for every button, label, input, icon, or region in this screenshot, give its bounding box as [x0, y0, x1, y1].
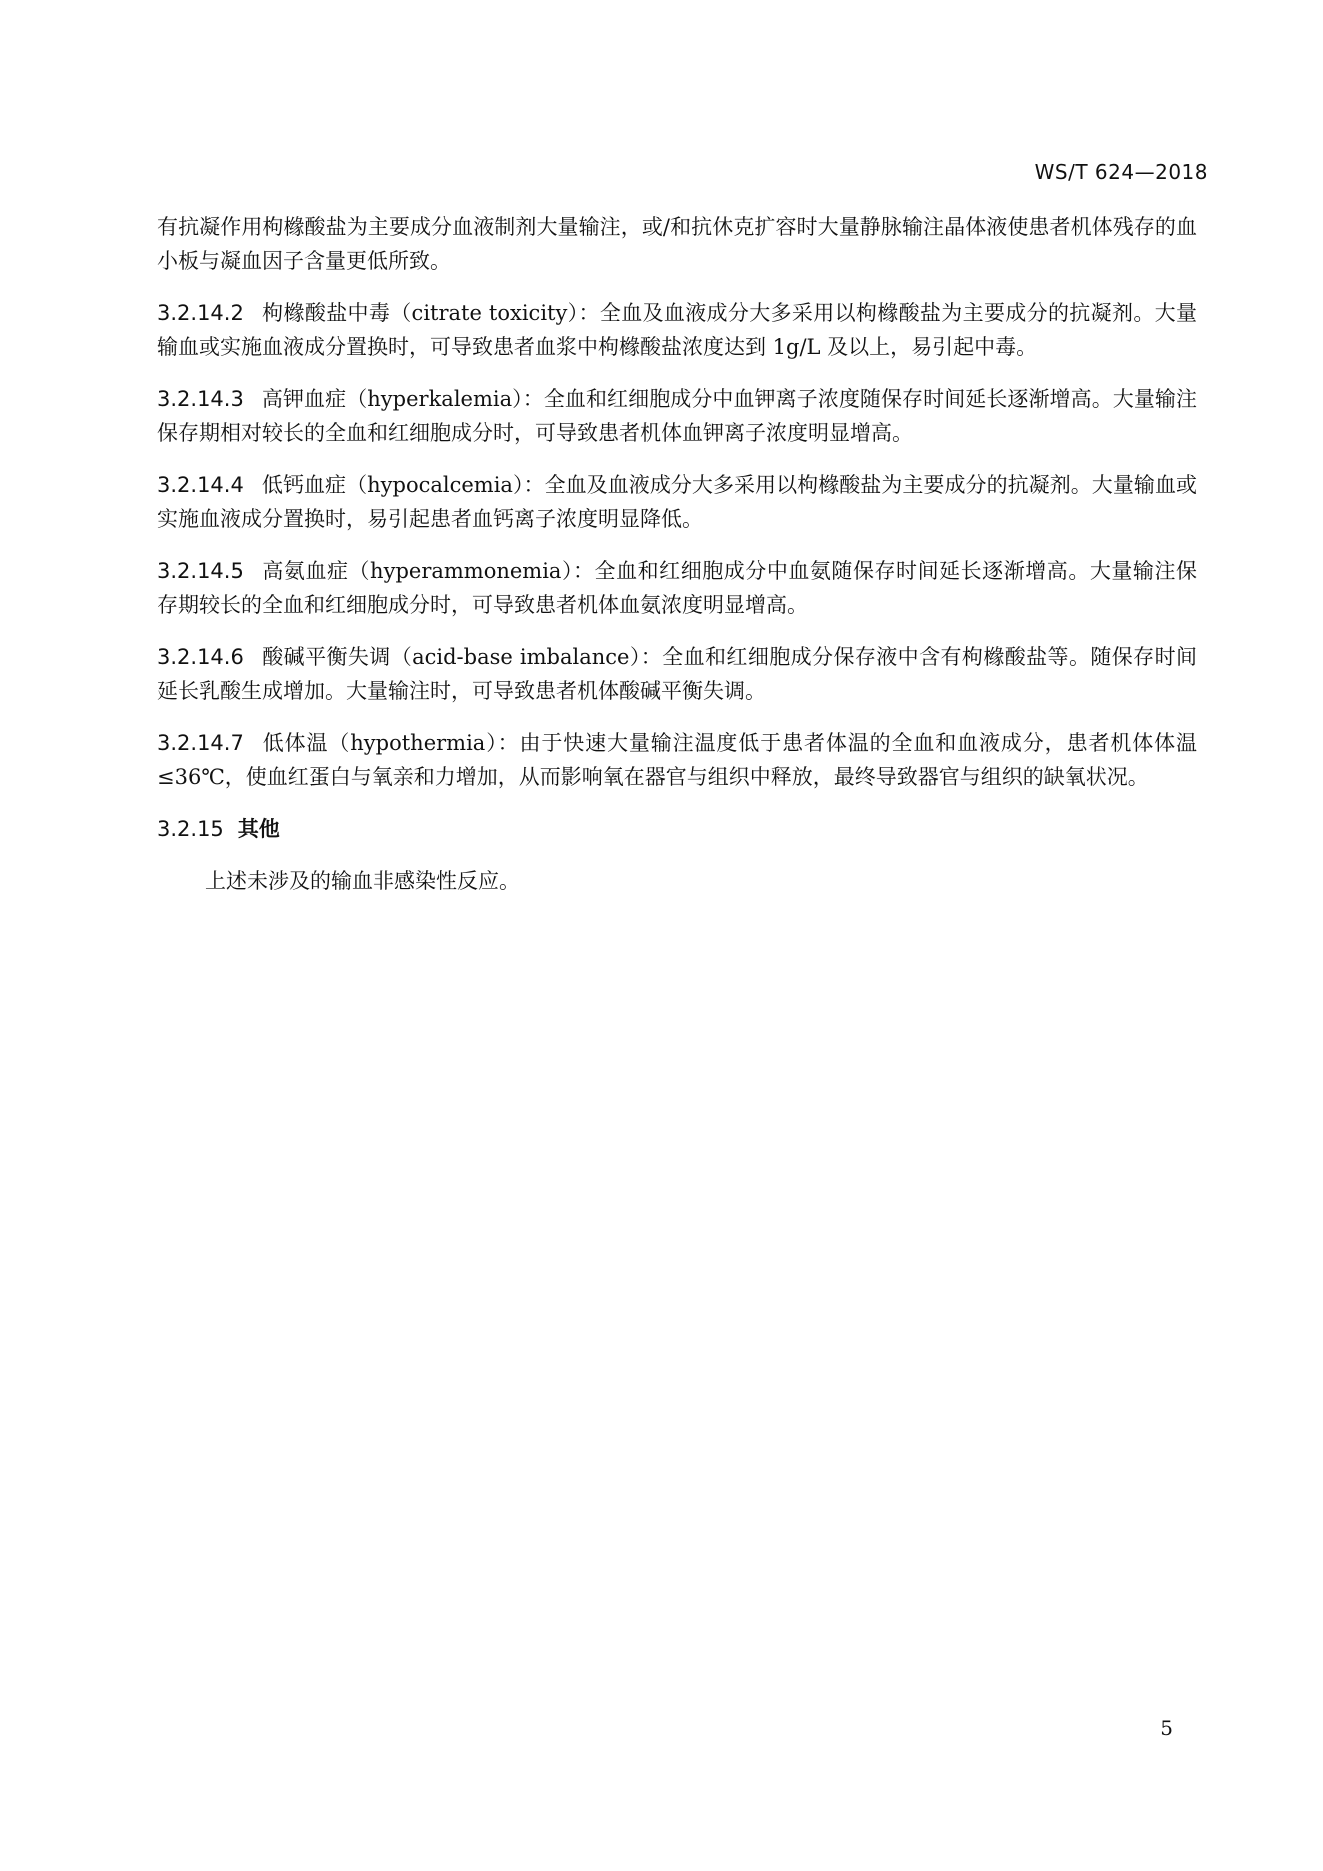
clause-text: 酸碱平衡失调（acid-base imbalance）：全血和红细胞成分保存液中含有枸橼酸盐等。随保存时间延长乳酸生成增加。大量输注时，可导致患者机体酸碱平衡失调。	[157, 645, 1197, 703]
continuation-paragraph: 有抗凝作用枸橼酸盐为主要成分血液制剂大量输注，或/和抗休克扩容时大量静脉输注晶体液使患者机体残存的血小板与凝血因子含量更低所致。	[157, 215, 1197, 273]
clause-3-2-14-5	[157, 554, 1197, 622]
section-body: 上述未涉及的输血非感染性反应。	[205, 869, 520, 893]
clause-number: 3.2.14.4	[157, 473, 244, 497]
clause-number: 3.2.14.7	[157, 731, 244, 755]
clause-text: 低钙血症（hypocalcemia）：全血及血液成分大多采用以枸橼酸盐为主要成分的抗凝剂。大量输血或实施血液成分置换时，易引起患者血钙离子浓度明显降低。	[157, 473, 1197, 531]
clause-number: 3.2.14.6	[157, 645, 244, 669]
document-code: WS/T 624—2018	[1034, 160, 1208, 184]
clause-3-2-14-3	[157, 382, 1197, 450]
section-heading	[157, 812, 1197, 846]
clause-3-2-14-6	[157, 640, 1197, 708]
page-number: 5	[1160, 1716, 1173, 1740]
clause-3-2-14-2	[157, 296, 1197, 364]
clause-text: 低体温（hypothermia）：由于快速大量输注温度低于患者体温的全血和血液成分，患者机体体温≤36℃，使血红蛋白与氧亲和力增加，从而影响氧在器官与组织中释放，最终导致器官与组织的缺氧状况。	[157, 731, 1197, 789]
clause-number: 3.2.14.5	[157, 559, 244, 583]
section-title: 其他	[237, 817, 280, 841]
clause-3-2-14-7	[157, 726, 1197, 794]
clause-number: 3.2.14.3	[157, 387, 244, 411]
clause-text: 高氨血症（hyperammonemia）：全血和红细胞成分中血氨随保存时间延长逐渐增高。大量输注保存期较长的全血和红细胞成分时，可导致患者机体血氨浓度明显增高。	[157, 559, 1197, 617]
clause-number: 3.2.14.2	[157, 301, 244, 325]
clause-3-2-14-4	[157, 468, 1197, 536]
document-body	[157, 210, 1197, 898]
clause-text: 高钾血症（hyperkalemia）：全血和红细胞成分中血钾离子浓度随保存时间延长逐渐增高。大量输注保存期相对较长的全血和红细胞成分时，可导致患者机体血钾离子浓度明显增高。	[157, 387, 1197, 445]
clause-text: 枸橼酸盐中毒（citrate toxicity）：全血及血液成分大多采用以枸橼酸盐为主要成分的抗凝剂。大量输血或实施血液成分置换时，可导致患者血浆中枸橼酸盐浓度达到 1g/L 及以上，易引起中毒。	[157, 301, 1197, 359]
section-number: 3.2.15	[157, 817, 224, 841]
